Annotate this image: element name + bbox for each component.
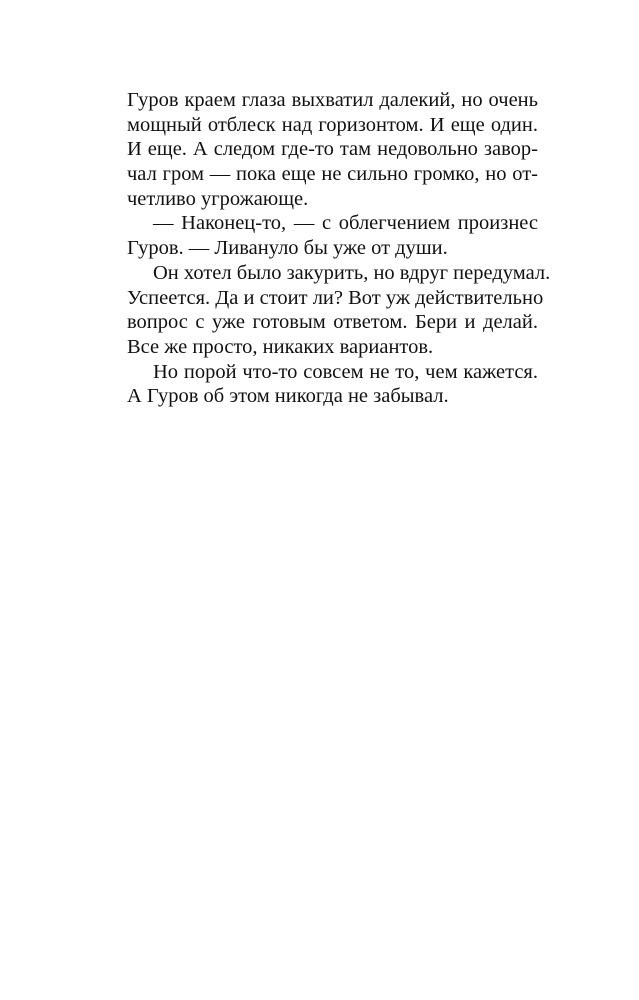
text-line: Гуров краем глаза выхватил далекий, но очень (127, 89, 538, 111)
text-line: А Гуров об этом никогда не забывал. (127, 385, 449, 408)
text-line: — Наконец-то, — с облегчением произнес (153, 212, 538, 235)
text-line: мощный отблеск над горизонтом. И еще один. (127, 113, 538, 136)
text-line: Успеется. Да и стоит ли? Вот уж действительно (127, 286, 544, 309)
text-line: Все же просто, никаких вариантов. (127, 335, 434, 358)
text-line: вопрос с уже готовым ответом. Бери и делай. (127, 311, 538, 334)
text-line: Он хотел было закурить, но вдруг передумал. (153, 261, 551, 284)
text-line: чал гром — пока еще не сильно громко, но от- (127, 163, 538, 186)
text-line: И еще. А следом где-то там недовольно завор- (127, 138, 538, 161)
text-line: Гуров. — Ливануло бы уже от души. (127, 237, 448, 260)
text-line: четливо угрожающе. (127, 187, 309, 210)
text-line: Но порой что-то совсем не то, чем кажется. (153, 360, 538, 383)
page-text (127, 88, 551, 409)
